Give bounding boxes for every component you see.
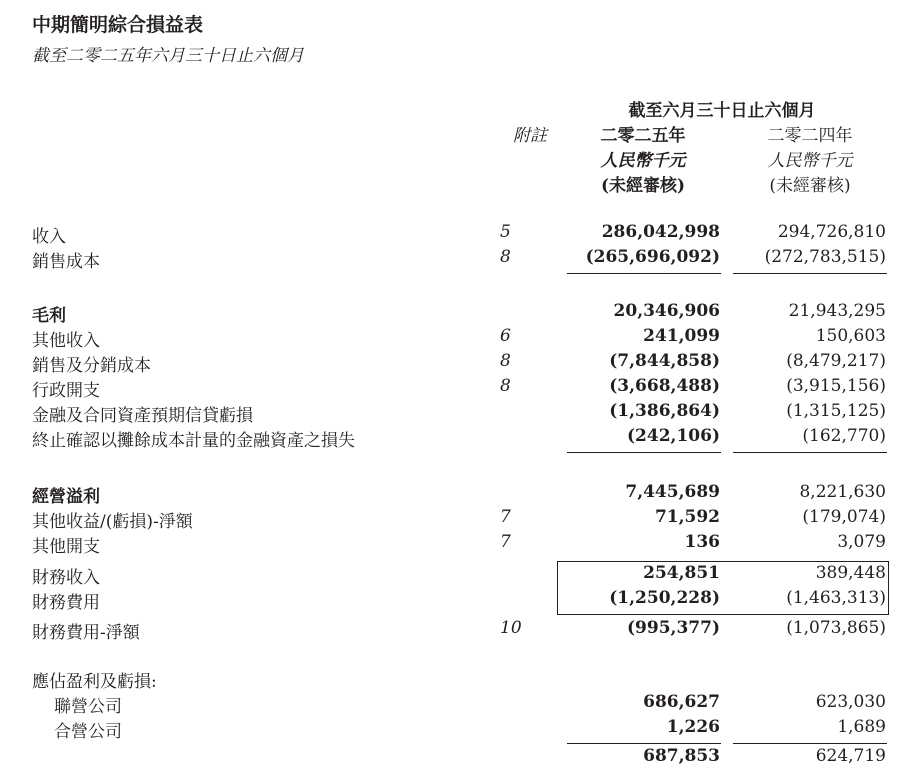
row-label: 銷售及分銷成本 xyxy=(32,356,151,376)
subtotal-rule xyxy=(733,452,887,453)
row-value-current: 7,445,689 xyxy=(625,482,720,502)
row-value-current: 241,099 xyxy=(643,326,720,346)
row-label: 其他收入 xyxy=(32,331,100,351)
row-value-prior: 624,719 xyxy=(815,746,886,766)
row-value-current: 1,226 xyxy=(666,717,720,737)
table-row-operating-profit xyxy=(0,482,908,507)
table-row-admin-expenses xyxy=(0,376,908,401)
subtotal-rule xyxy=(567,743,721,744)
row-value-prior: 389,448 xyxy=(815,563,886,583)
row-value-prior: 21,943,295 xyxy=(788,301,886,321)
row-label: 財務費用 xyxy=(32,593,100,613)
row-note: 8 xyxy=(500,376,511,396)
row-note: 8 xyxy=(500,351,511,371)
row-value-prior: (162,770) xyxy=(802,426,886,446)
table-row-joint-ventures xyxy=(0,717,908,742)
subtotal-rule xyxy=(733,743,887,744)
statement-subtitle: 截至二零二五年六月三十日止六個月 xyxy=(32,46,304,66)
table-row-finance-costs xyxy=(0,588,908,613)
year-prior-header: 二零二四年 xyxy=(767,126,853,146)
row-value-prior: (8,479,217) xyxy=(786,351,886,371)
row-value-current: 686,627 xyxy=(643,692,720,712)
row-label: 金融及合同資產預期信貸虧損 xyxy=(32,406,253,426)
row-value-current: 71,592 xyxy=(654,507,720,527)
table-row-cost-of-sales xyxy=(0,247,908,272)
row-value-current: (3,668,488) xyxy=(609,376,720,396)
table-row-associates xyxy=(0,692,908,717)
row-value-prior: (1,315,125) xyxy=(786,401,886,421)
row-value-prior: (1,073,865) xyxy=(786,618,886,638)
row-label: 其他收益/(虧損)-淨額 xyxy=(32,512,193,532)
table-row-revenue xyxy=(0,222,908,247)
table-row-share-of-profit-heading xyxy=(0,667,908,692)
row-note: 8 xyxy=(500,247,511,267)
table-row-other-expenses xyxy=(0,532,908,557)
row-value-prior: (272,783,515) xyxy=(764,247,886,267)
subtotal-rule xyxy=(733,273,887,274)
row-label: 聯營公司 xyxy=(54,697,122,717)
row-label: 應佔盈利及虧損: xyxy=(32,672,157,692)
row-label: 行政開支 xyxy=(32,381,100,401)
row-note: 10 xyxy=(500,618,522,638)
statement-title: 中期簡明綜合損益表 xyxy=(32,14,204,36)
table-row-other-income xyxy=(0,326,908,351)
row-value-current: 254,851 xyxy=(643,563,720,583)
year-current-header: 二零二五年 xyxy=(600,126,686,146)
subtotal-rule xyxy=(567,273,721,274)
table-row-gross-profit xyxy=(0,301,908,326)
unit-prior-header: 人民幣千元 xyxy=(767,151,853,171)
row-label: 收入 xyxy=(32,227,66,247)
row-value-current: (265,696,092) xyxy=(585,247,720,267)
row-value-prior: 8,221,630 xyxy=(799,482,886,502)
row-note: 5 xyxy=(500,222,511,242)
row-value-prior: (3,915,156) xyxy=(786,376,886,396)
row-note: 7 xyxy=(500,532,511,552)
subtotal-rule xyxy=(567,452,721,453)
row-value-current: 136 xyxy=(684,532,720,552)
row-value-prior: (179,074) xyxy=(802,507,886,527)
table-row-expected-credit-losses xyxy=(0,401,908,426)
audit-current-header: (未經審核) xyxy=(600,176,686,196)
table-row-share-subtotal xyxy=(0,746,908,771)
row-value-current: (995,377) xyxy=(627,618,720,638)
row-label: 終止確認以攤餘成本計量的金融資產之損失 xyxy=(32,431,355,451)
unit-current-header: 人民幣千元 xyxy=(600,151,686,171)
row-label: 財務費用-淨額 xyxy=(32,623,140,643)
row-label: 其他開支 xyxy=(32,537,100,557)
row-label: 合營公司 xyxy=(54,722,122,742)
row-value-current: (1,250,228) xyxy=(609,588,720,608)
row-value-prior: 3,079 xyxy=(837,532,886,552)
row-value-current: 286,042,998 xyxy=(601,222,720,242)
row-value-prior: 294,726,810 xyxy=(777,222,886,242)
row-value-prior: 150,603 xyxy=(815,326,886,346)
row-value-prior: 623,030 xyxy=(815,692,886,712)
row-label: 銷售成本 xyxy=(32,252,100,272)
row-value-current: (1,386,864) xyxy=(609,401,720,421)
row-label: 財務收入 xyxy=(32,568,100,588)
table-row-derecognition-loss xyxy=(0,426,908,451)
note-column-header: 附註 xyxy=(513,126,547,146)
row-note: 6 xyxy=(500,326,511,346)
row-note: 7 xyxy=(500,507,511,527)
row-value-current: (242,106) xyxy=(627,426,720,446)
audit-prior-header: (未經審核) xyxy=(769,176,851,196)
row-value-prior: 1,689 xyxy=(837,717,886,737)
period-header: 截至六月三十日止六個月 xyxy=(628,101,816,121)
row-value-current: (7,844,858) xyxy=(609,351,720,371)
row-label: 經營溢利 xyxy=(32,487,100,507)
table-row-finance-income xyxy=(0,563,908,588)
table-row-finance-costs-net xyxy=(0,618,908,643)
row-value-current: 687,853 xyxy=(643,746,720,766)
row-value-prior: (1,463,313) xyxy=(786,588,886,608)
row-label: 毛利 xyxy=(32,306,66,326)
table-row-distribution-costs xyxy=(0,351,908,376)
table-row-other-gains-losses xyxy=(0,507,908,532)
row-value-current: 20,346,906 xyxy=(613,301,720,321)
